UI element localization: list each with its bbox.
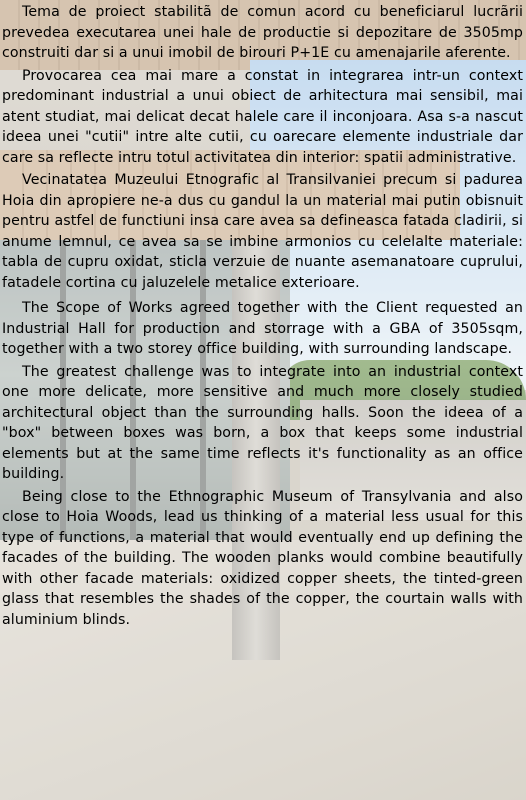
- paragraph-en-2: The greatest challenge was to integrate into an industrial context one more delicate, more sensitive and much more closely studied architectural object than the surrounding halls. Soon the ideea of a "box" between boxes was born, a box that keeps some industrial elements but at the same time reflects it's functionality as an office building.: [2, 363, 523, 482]
- paragraph-en-3: Being close to the Ethnographic Museum of Transylvania and also close to Hoia Woods, lead us thinking of a material less usual for this type of functions, a material that would eventually end up defining the facades of the building. The wooden planks would combine beautifully with other facade materials: oxidized copper sheets, the tinted-green glass that resembles the shades of the copper, the courtain walls with aluminium blinds.: [2, 488, 523, 628]
- paragraph-ro-3: Vecinatatea Muzeului Etnografic al Transilvaniei precum si padurea Hoia din apropiere ne-a dus cu gandul la un material mai putin obisnuit pentru astfel de functiuni insa care avea sa defineasca fatada cladirii, si anume lemnul, ce avea sa se imbine armonios cu celelalte materiale: tabla de cupru oxidat, sticla verzuie de nuante asemanatoare cuprului, fatadele cortina cu jaluzelele metalice exterioare.: [2, 172, 523, 291]
- paragraph-ro-1: Tema de proiect stabilitã de comun acord cu beneficiarul lucrãrii prevedea executarea unei hale de productie si depozitare de 3505mp construiti dar si a unui imobil de birouri P+1E cu amenajarile aferente.: [2, 4, 523, 61]
- description-text: [2, 2, 523, 632]
- paragraph-en-1: The Scope of Works agreed together with the Client requested an Industrial Hall for production and storrage with a GBA of 3505sqm, together with a two storey office building, with surrounding landscape.: [2, 300, 523, 357]
- paragraph-ro-2: Provocarea cea mai mare a constat in integrarea intr-un context predominant industrial a unui obiect de arhitectura mai sensibil, mai atent studiat, mai delicat decat halele care il inconjoara. Asa s-a nascut ideea unei "cutii" intre alte cutii, cu oarecare elemente industriale dar care sa reflecte intru totul activitatea din interior: spatii administrative.: [2, 67, 523, 166]
